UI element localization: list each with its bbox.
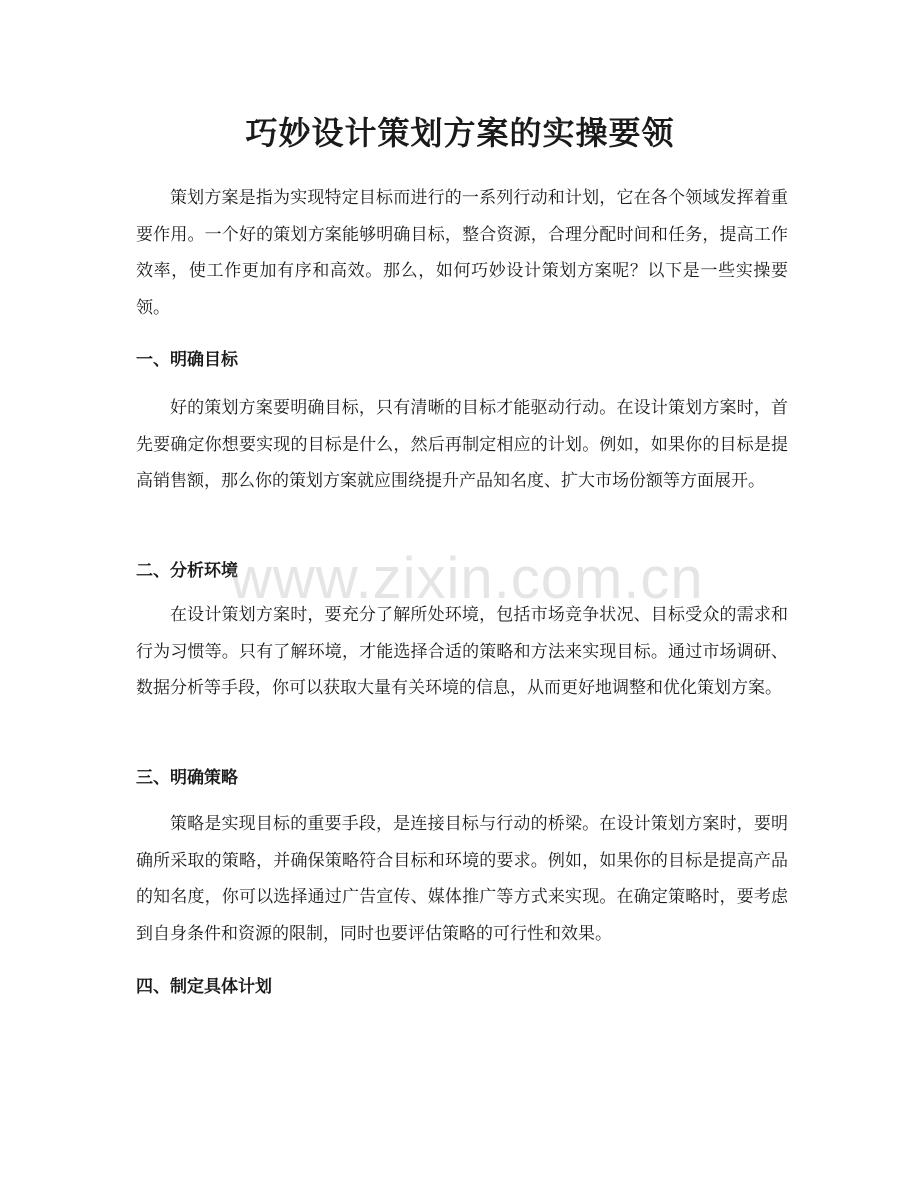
watermark: www.zixin.com.cn: [230, 546, 704, 611]
section-body-2: 在设计策划方案时，要充分了解所处环境，包括市场竞争状况、目标受众的需求和行为习惯等。只有了解环境，才能选择合适的策略和方法来实现目标。通过市场调研、数据分析等手段，你可以获取大量有关环境的信息，从而更好地调整和优化策划方案。: [136, 605, 788, 698]
section-heading-3: 三、明确策略: [136, 768, 238, 788]
document-title: 巧妙设计策划方案的实操要领: [245, 114, 675, 152]
section-heading-4: 四、制定具体计划: [136, 977, 272, 997]
intro-paragraph: 策划方案是指为实现特定目标而进行的一系列行动和计划，它在各个领域发挥着重要作用。一个好的策划方案能够明确目标，整合资源，合理分配时间和任务，提高工作效率，使工作更加有序和高效。那么，如何巧妙设计策划方案呢？以下是一些实操要领。: [136, 188, 788, 318]
section-body-1: 好的策划方案要明确目标，只有清晰的目标才能驱动行动。在设计策划方案时，首先要确定你想要实现的目标是什么，然后再制定相应的计划。例如，如果你的目标是提高销售额，那么你的策划方案就应围绕提升产品知名度、扩大市场份额等方面展开。: [136, 398, 788, 491]
section-heading-2: 二、分析环境: [136, 561, 238, 581]
section-body-3: 策略是实现目标的重要手段，是连接目标与行动的桥梁。在设计策划方案时，要明确所采取的策略，并确保策略符合目标和环境的要求。例如，如果你的目标是提高产品的知名度，你可以选择通过广告宣传、媒体推广等方式来实现。在确定策略时，要考虑到自身条件和资源的限制，同时也要评估策略的可行性和效果。: [136, 814, 788, 944]
section-heading-1: 一、明确目标: [136, 350, 238, 370]
